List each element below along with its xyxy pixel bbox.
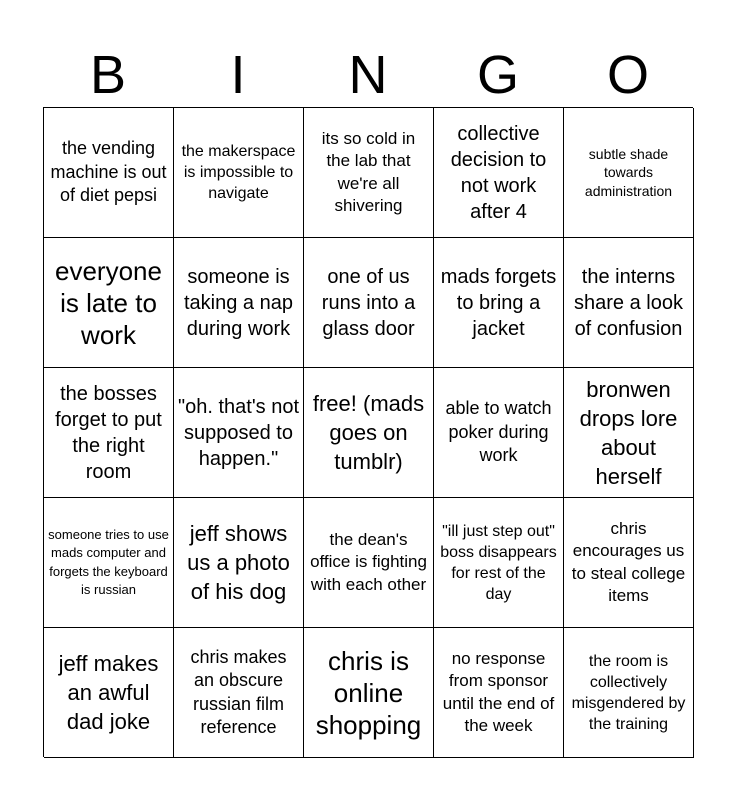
cell-text: one of us runs into a glass door	[321, 265, 416, 340]
bingo-cell-r2-c4[interactable]	[434, 238, 564, 368]
cell-text: the room is collectively misgendered by the training	[571, 652, 686, 733]
header-letter-o: O	[606, 45, 649, 105]
bingo-cell-r4-c2[interactable]	[174, 498, 304, 628]
bingo-cell-r2-c3[interactable]	[304, 238, 434, 368]
bingo-cell-r5-c4[interactable]	[434, 628, 564, 758]
cell-text: chris is online shopping	[315, 645, 422, 740]
bingo-cell-r1-c2[interactable]	[174, 108, 304, 238]
bingo-cell-r2-c1[interactable]	[44, 238, 174, 368]
cell-text: chris encourages us to steal college items	[571, 518, 686, 605]
cell-text: "oh. that's not supposed to happen."	[178, 395, 299, 470]
cell-text: no response from sponsor until the end of the week	[442, 648, 555, 735]
header-letter-b: B	[89, 45, 127, 105]
cell-text: "ill just step out" boss disappears for rest of the day	[440, 522, 557, 603]
bingo-cell-r3-c3[interactable]	[304, 368, 434, 498]
bingo-cell-r4-c1[interactable]	[44, 498, 174, 628]
cell-text: free! (mads goes on tumblr)	[312, 391, 425, 474]
cell-text: the dean's office is fighting with each other	[310, 529, 427, 594]
cell-text: the vending machine is out of diet pepsi	[50, 138, 167, 206]
cell-text: mads forgets to bring a jacket	[440, 265, 557, 340]
bingo-cell-r3-c4[interactable]	[434, 368, 564, 498]
bingo-cell-r3-c1[interactable]	[44, 368, 174, 498]
cell-text: jeff shows us a photo of his dog	[187, 521, 290, 604]
cell-text: chris makes an obscure russian film reference	[190, 646, 287, 737]
bingo-cell-r1-c3[interactable]	[304, 108, 434, 238]
bingo-cell-r5-c3[interactable]	[304, 628, 434, 758]
cell-text: the bosses forget to put the right room	[55, 382, 162, 483]
bingo-cell-r5-c5[interactable]	[564, 628, 694, 758]
cell-text: its so cold in the lab that we're all shivering	[321, 128, 416, 215]
cell-text: someone tries to use mads computer and forgets the keyboard is russian	[48, 526, 169, 597]
cell-text: the makerspace is impossible to navigate	[181, 143, 296, 202]
header-letter-n: N	[348, 45, 388, 105]
cell-text: everyone is late to work	[55, 255, 162, 350]
bingo-cell-r5-c1[interactable]	[44, 628, 174, 758]
bingo-header	[43, 44, 693, 106]
cell-text: the interns share a look of confusion	[574, 265, 683, 340]
cell-text: able to watch poker during work	[445, 398, 552, 466]
cell-text: collective decision to not work after 4	[450, 122, 547, 223]
header-letter-g: G	[476, 45, 519, 105]
cell-text: someone is taking a nap during work	[184, 265, 293, 340]
cell-text: bronwen drops lore about herself	[579, 376, 678, 489]
bingo-cell-r4-c3[interactable]	[304, 498, 434, 628]
bingo-cell-r3-c5[interactable]	[564, 368, 694, 498]
bingo-cell-r1-c4[interactable]	[434, 108, 564, 238]
bingo-cell-r2-c5[interactable]	[564, 238, 694, 368]
bingo-cell-r2-c2[interactable]	[174, 238, 304, 368]
cell-text: jeff makes an awful dad joke	[58, 651, 159, 734]
bingo-cell-r4-c5[interactable]	[564, 498, 694, 628]
bingo-cell-r4-c4[interactable]	[434, 498, 564, 628]
bingo-cell-r3-c2[interactable]	[174, 368, 304, 498]
bingo-cell-r1-c5[interactable]	[564, 108, 694, 238]
header-letter-i: I	[230, 45, 246, 105]
bingo-board	[43, 107, 693, 757]
bingo-cell-r5-c2[interactable]	[174, 628, 304, 758]
bingo-cell-r1-c1[interactable]	[44, 108, 174, 238]
cell-text: subtle shade towards administration	[584, 145, 673, 199]
